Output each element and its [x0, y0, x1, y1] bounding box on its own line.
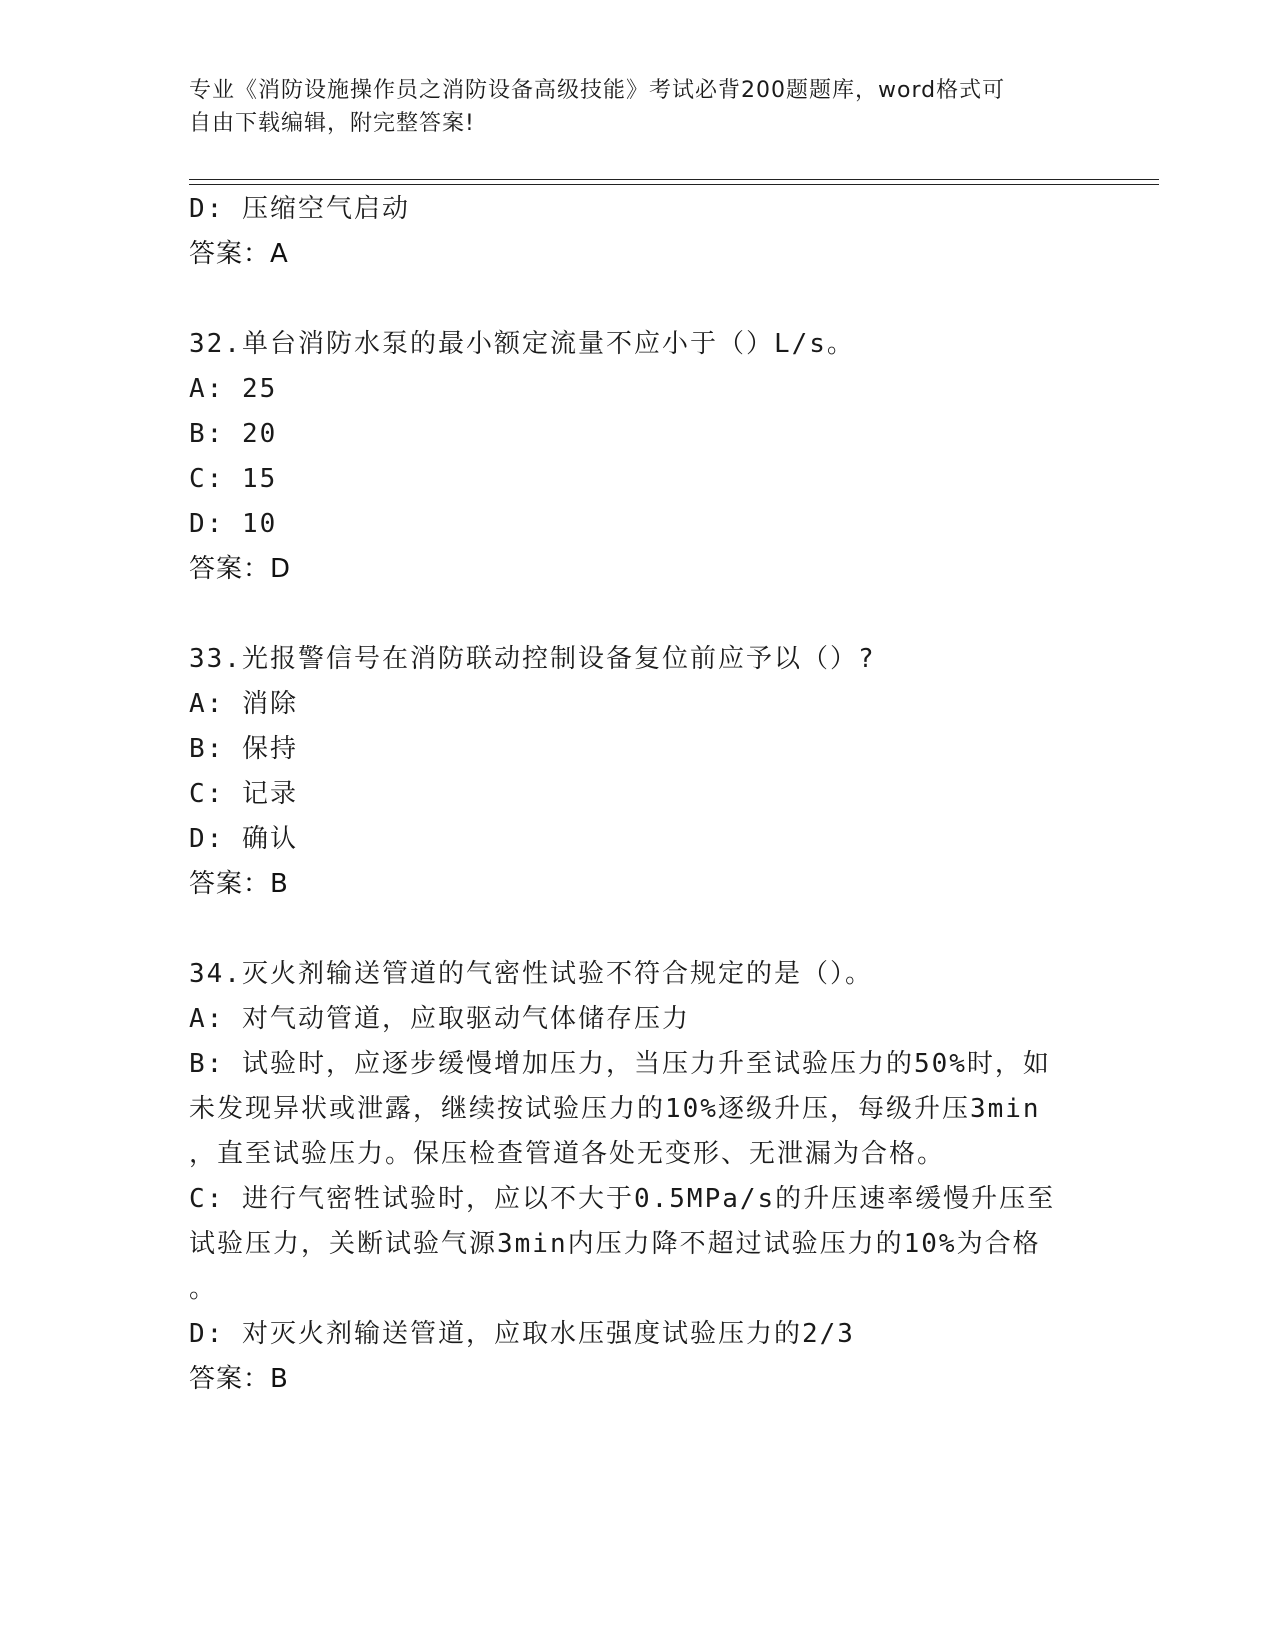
q33-answer: 答案：B	[189, 869, 289, 899]
header-line-1: 专业《消防设施操作员之消防设备高级技能》考试必背200题题库，word格式可	[189, 78, 1006, 103]
header-divider-bottom	[189, 184, 1159, 185]
q32-option-a: A: 25	[189, 374, 278, 404]
q33-option-b: B: 保持	[189, 734, 298, 764]
q33-question: 33.光报警信号在消防联动控制设备复位前应予以（）?	[189, 644, 876, 674]
q34-option-a: A: 对气动管道，应取驱动气体储存压力	[189, 1004, 690, 1034]
q32-question: 32.单台消防水泵的最小额定流量不应小于（）L/s。	[189, 329, 855, 359]
q31-option-d: D: 压缩空气启动	[189, 194, 410, 224]
header-line-2: 自由下载编辑，附完整答案!	[189, 111, 475, 136]
q33-option-c: C: 记录	[189, 779, 298, 809]
q34-option-b-line-2: 未发现异状或泄露，继续按试验压力的10%逐级升压，每级升压3min	[189, 1094, 1041, 1124]
q33-option-a: A: 消除	[189, 689, 298, 719]
q32-option-c: C: 15	[189, 464, 278, 494]
q34-option-d: D: 对灭火剂输送管道，应取水压强度试验压力的2/3	[189, 1319, 855, 1349]
q34-option-c-line-1: C: 进行气密牲试验时，应以不大于0.5MPa/s的升压速率缓慢升压至	[189, 1184, 1056, 1214]
q34-option-c-line-2: 试验压力，关断试验气源3min内压力降不超过试验压力的10%为合格	[189, 1229, 1041, 1259]
document-header	[189, 74, 1089, 140]
q31-answer: 答案：A	[189, 239, 289, 269]
q34-option-b-line-3: ，直至试验压力。保压检查管道各处无变形、无泄漏为合格。	[189, 1139, 946, 1169]
header-divider-top	[189, 179, 1159, 180]
q34-answer: 答案：B	[189, 1364, 289, 1394]
q32-answer: 答案：D	[189, 554, 292, 584]
q34-option-b-line-1: B: 试验时，应逐步缓慢增加压力，当压力升至试验压力的50%时，如	[189, 1049, 1051, 1079]
q34-option-c-line-3: 。	[189, 1274, 218, 1304]
q32-option-b: B: 20	[189, 419, 278, 449]
q33-option-d: D: 确认	[189, 824, 298, 854]
q32-option-d: D: 10	[189, 509, 278, 539]
q34-question: 34.灭火剂输送管道的气密性试验不符合规定的是（）。	[189, 959, 873, 989]
